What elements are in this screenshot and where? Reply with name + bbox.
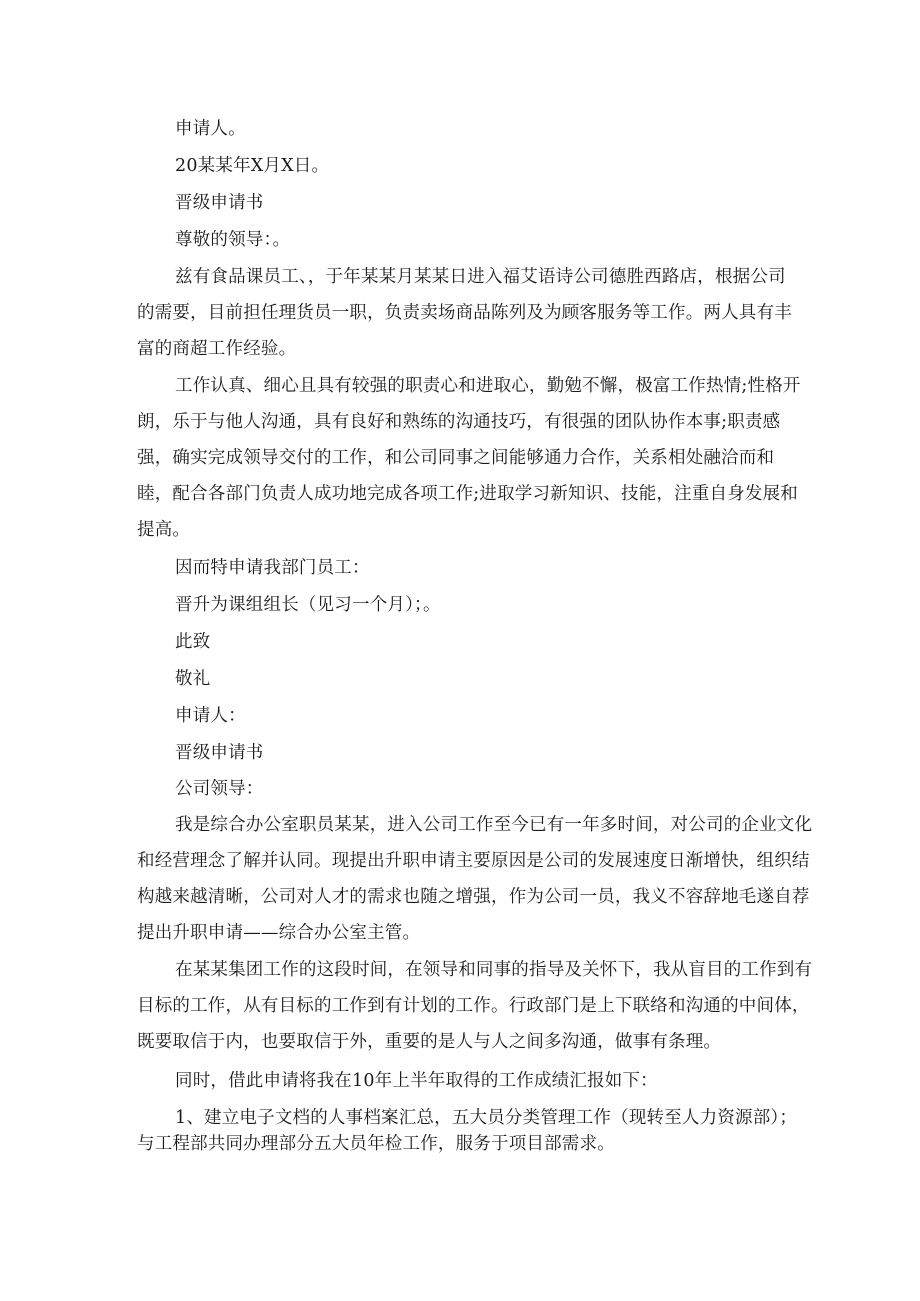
request-position-line: 晋升为课组组长（见习一个月）；。 [175, 595, 441, 615]
salutation-2: 公司领导： [175, 779, 264, 799]
date-line: 20某某年X月X日。 [175, 156, 330, 176]
paragraph-line: 既要取信于内，也要取信于外，重要的是人与人之间多沟通，做事有条理。 [137, 1032, 722, 1052]
paragraph-line: 富的商超工作经验。 [137, 339, 297, 359]
paragraph-line: 兹有食品课员工、，于年某某月某某日进入福艾语诗公司德胜西路店，根据公司 [175, 267, 786, 287]
signature-line-applicant: 申请人。 [175, 119, 246, 139]
paragraph-line: 我是综合办公室职员某某，进入公司工作至今已有一年多时间，对公司的企业文化 [175, 815, 813, 835]
paragraph-line: 目标的工作，从有目标的工作到有计划的工作。行政部门是上下联络和沟通的中间体， [137, 996, 810, 1016]
list-item-continuation: 与工程部共同办理部分五大员年检工作，服务于项目部需求。 [137, 1134, 615, 1154]
paragraph-line: 的需要，目前担任理货员一职，负责卖场商品陈列及为顾客服务等工作。两人具有丰 [137, 303, 792, 323]
closing-jingli: 敬礼 [175, 669, 211, 689]
paragraph-line: 提高。 [137, 520, 191, 540]
paragraph-line: 朗，乐于与他人沟通，具有良好和熟练的沟通技巧，有很强的团队协作本事;职责感 [137, 412, 781, 432]
paragraph-line: 提出升职申请——综合办公室主管。 [137, 923, 421, 943]
signature-line-applicant-2: 申请人： [175, 706, 246, 726]
paragraph-line: 同时，借此申请将我在10年上半年取得的工作成绩汇报如下： [175, 1071, 658, 1091]
request-line: 因而特申请我部门员工： [175, 558, 370, 578]
paragraph-line: 构越来越清晰，公司对人才的需求也随之增强，作为公司一员，我义不容辞地毛遂自荐 [137, 887, 810, 907]
paragraph-line: 在某某集团工作的这段时间，在领导和同事的指导及关怀下，我从盲目的工作到有 [175, 960, 813, 980]
salutation-1: 尊敬的领导：。 [175, 230, 291, 250]
paragraph-line: 睦，配合各部门负责人成功地完成各项工作;进取学习新知识、技能，注重自身发展和 [137, 484, 798, 504]
paragraph-line: 和经营理念了解并认同。现提出升职申请主要原因是公司的发展速度日渐增快，组织结 [137, 851, 810, 871]
paragraph-line: 工作认真、细心且具有较强的职责心和进取心，勤勉不懈，极富工作热情;性格开 [175, 376, 801, 396]
paragraph-line: 强，确实完成领导交付的工作，和公司同事之间能够通力合作，关系相处融洽而和 [137, 448, 775, 468]
section-title-promotion-letter-1: 晋级申请书 [175, 193, 264, 213]
closing-cizhi: 此致 [175, 632, 211, 652]
list-item: 1、建立电子文档的人事档案汇总，五大员分类管理工作（现转至人力资源部）； [175, 1108, 798, 1128]
section-title-promotion-letter-2: 晋级申请书 [175, 743, 264, 763]
